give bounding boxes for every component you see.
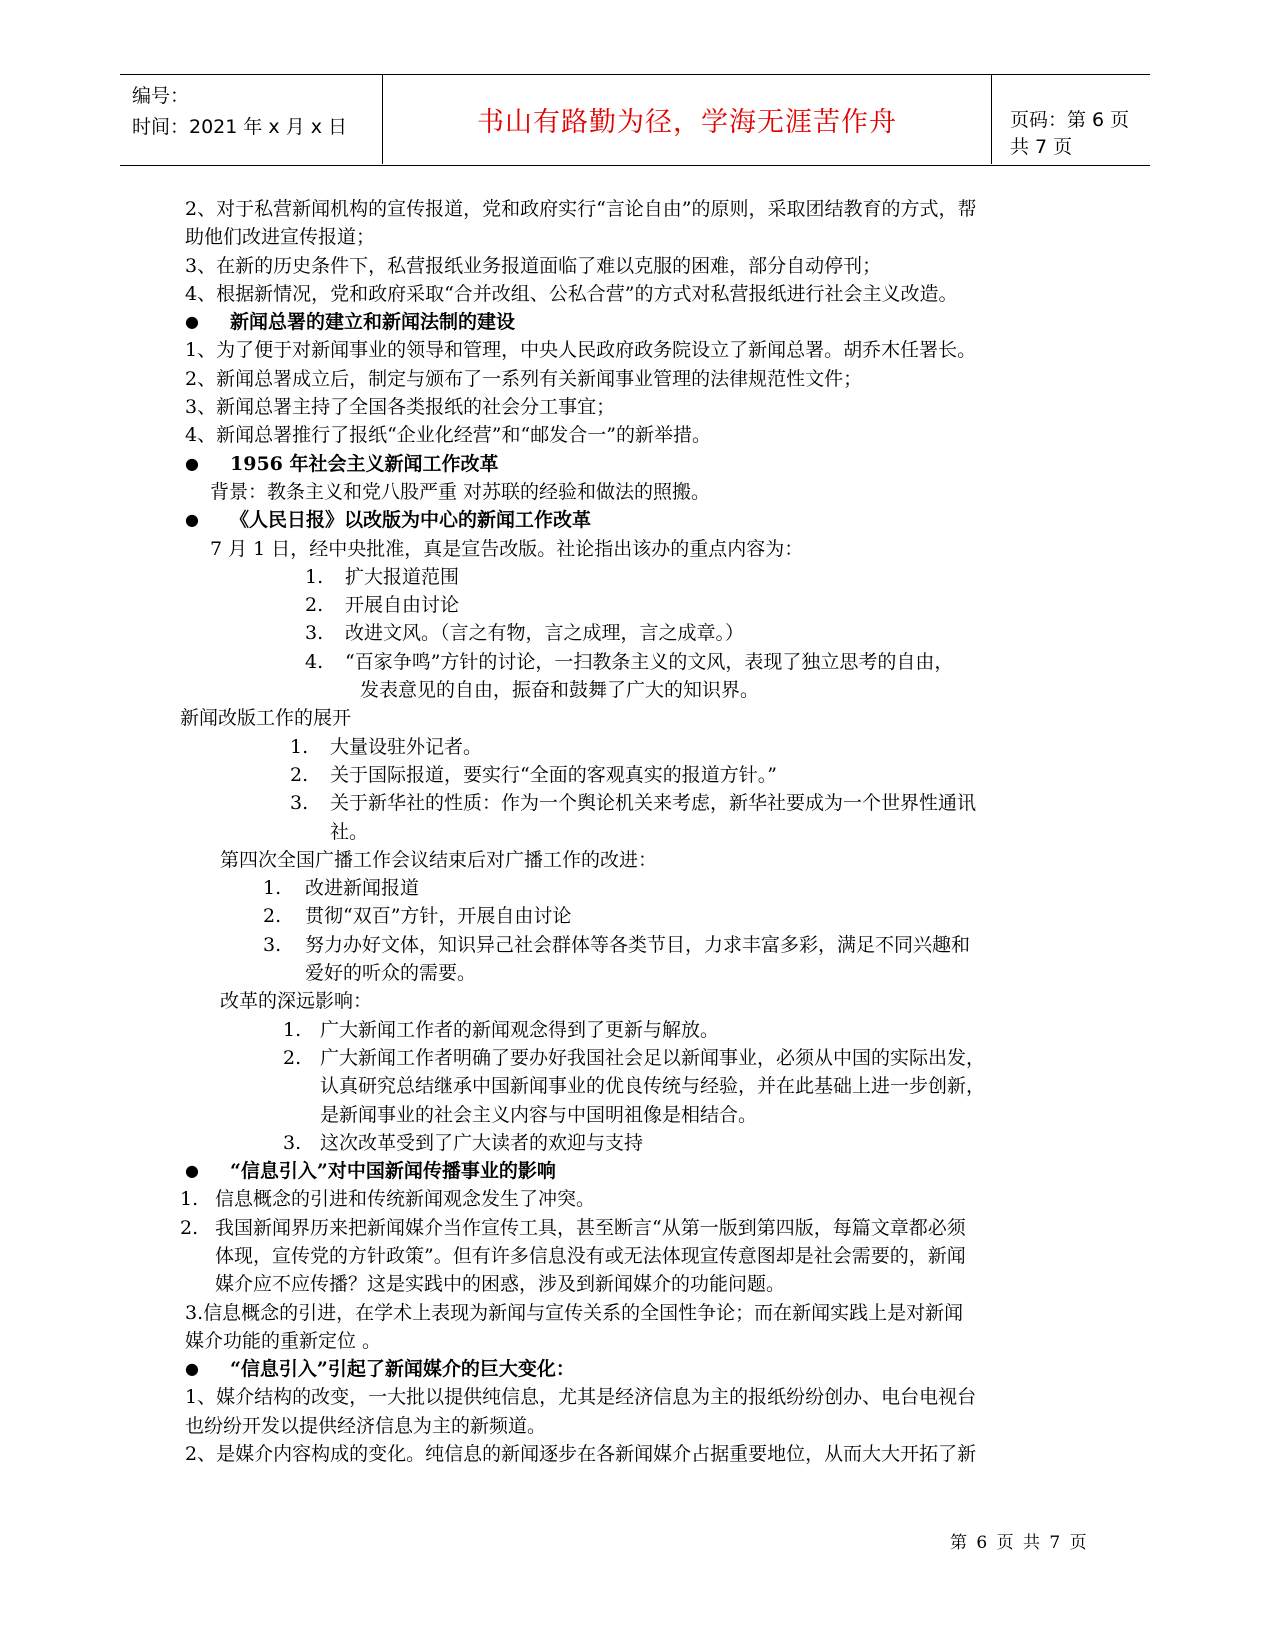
section-heading: ● “信息引入”对中国新闻传播事业的影响 <box>185 1157 1085 1185</box>
list-number: 1. <box>180 1188 199 1211</box>
list-continuation: 体现，宣传党的方针政策”。但有许多信息没有或无法体现宣传意图却是社会需要的，新闻 <box>215 1244 966 1267</box>
list-number: 4. <box>305 650 324 673</box>
list-continuation: 是新闻事业的社会主义内容与中国明祖像是相结合。 <box>320 1103 758 1126</box>
list-text: 关于国际报道，要实行“全面的客观真实的报道方针。” <box>330 763 777 786</box>
paragraph-line: 也纷纷开发以提供经济信息为主的新频道。 <box>185 1414 547 1437</box>
list-text: 广大新闻工作者明确了要办好我国社会足以新闻事业，必须从中国的实际出发， <box>320 1046 986 1069</box>
list-text: 贯彻“双百”方针，开展自由讨论 <box>305 905 572 928</box>
list-item <box>185 591 1085 619</box>
list-number: 2. <box>283 1046 302 1069</box>
paragraph-line: 2、对于私营新闻机构的宣传报道，党和政府实行“言论自由”的原则，采取团结教育的方式，帮 <box>185 198 977 220</box>
paragraph-line: 4、新闻总署推行了报纸“企业化经营”和“邮发合一”的新举措。 <box>185 424 711 447</box>
list-number: 3. <box>283 1131 302 1154</box>
paragraph-line: 3、在新的历史条件下，私营报纸业务报道面临了难以克服的困难，部分自动停刊； <box>185 254 882 277</box>
list-number: 3. <box>305 622 324 645</box>
section-heading: ● 《人民日报》以改版为中心的新闻工作改革 <box>185 506 1085 534</box>
list-continuation: 认真研究总结继承中国新闻事业的优良传统与经验，并在此基础上进一步创新， <box>320 1075 986 1098</box>
list-text: 扩大报道范围 <box>345 565 460 588</box>
list-number: 1. <box>283 1018 302 1041</box>
list-item <box>180 1185 1085 1213</box>
paragraph-line: 1、为了便于对新闻事业的领导和管理，中央人民政府政务院设立了新闻总署。胡乔木任署长。 <box>185 339 977 362</box>
list-continuation: 媒介应不应传播？这是实践中的困惑，涉及到新闻媒介的功能问题。 <box>215 1273 786 1296</box>
list-text: 努力办好文体，知识异己社会群体等各类节目，力求丰富多彩，满足不同兴趣和 <box>305 933 971 956</box>
list-text: 关于新华社的性质：作为一个舆论机关来考虑，新华社要成为一个世界性通讯 <box>330 792 977 815</box>
list-item <box>185 619 1085 647</box>
list-item <box>185 874 1085 902</box>
list-number: 2. <box>180 1216 199 1239</box>
section-heading: ● “信息引入”引起了新闻媒介的巨大变化： <box>185 1355 1085 1383</box>
paragraph-line: 助他们改进宣传报道； <box>185 226 376 249</box>
paragraph-line: 3.信息概念的引进，在学术上表现为新闻与宣传关系的全国性争论；而在新闻实践上是对新闻 <box>185 1301 964 1324</box>
list-text: 信息概念的引进和传统新闻观念发生了冲突。 <box>215 1188 596 1211</box>
list-number: 3. <box>290 792 309 815</box>
paragraph-line: 新闻改版工作的展开 <box>180 707 352 730</box>
list-item <box>185 1044 1085 1072</box>
number-label: 编号： <box>132 85 190 107</box>
paragraph-line: 4、根据新情况，党和政府采取“合并改组、公私合营”的方式对私营报纸进行社会主义改造。 <box>185 282 958 305</box>
list-number: 3. <box>263 933 282 956</box>
paragraph-line: 背景：教条主义和党八股严重 对苏联的经验和做法的照搬。 <box>210 480 711 503</box>
list-text: 开展自由讨论 <box>345 594 460 617</box>
paragraph-line: 3、新闻总署主持了全国各类报纸的社会分工事宜； <box>185 396 616 419</box>
page-header <box>120 74 1150 166</box>
list-text: 我国新闻界历来把新闻媒介当作宣传工具，甚至断言“从第一版到第四版，每篇文章都必须 <box>215 1216 966 1239</box>
list-number: 2. <box>305 594 324 617</box>
list-item <box>185 1129 1085 1157</box>
paragraph-line: 第四次全国广播工作会议结束后对广播工作的改进： <box>220 848 658 871</box>
list-item <box>185 1016 1085 1044</box>
list-text: 大量设驻外记者。 <box>330 735 483 758</box>
list-text: “百家争鸣”方针的讨论，一扫教条主义的文风，表现了独立思考的自由， <box>345 650 954 673</box>
header-left <box>132 81 347 143</box>
list-text: 改进文风。（言之有物，言之成理，言之成章。） <box>345 622 745 645</box>
paragraph-line: 改革的深远影响： <box>220 990 373 1013</box>
list-number: 2. <box>263 905 282 928</box>
list-item <box>185 761 1085 789</box>
section-heading: ● 1956 年社会主义新闻工作改革 <box>185 450 1085 478</box>
list-item <box>185 789 1085 817</box>
list-text: 这次改革受到了广大读者的欢迎与支持 <box>320 1131 644 1154</box>
paragraph-line: 媒介功能的重新定位 。 <box>185 1329 382 1352</box>
list-continuation: 爱好的听众的需要。 <box>305 962 477 985</box>
time-label: 时间：2021 年 x 月 x 日 <box>132 116 348 138</box>
paragraph-line: 2、新闻总署成立后，制定与颁布了一系列有关新闻事业管理的法律规范性文件； <box>185 367 863 390</box>
list-item <box>185 733 1085 761</box>
list-continuation: 社。 <box>330 820 369 843</box>
paragraph-line: 7 月 1 日，经中央批准，真是宣告改版。社论指出该办的重点内容为： <box>210 537 804 560</box>
list-continuation: 发表意见的自由，振奋和鼓舞了广大的知识界。 <box>360 679 760 702</box>
list-number: 1. <box>290 735 309 758</box>
header-page-info: 页码：第 6 页 共 7 页 <box>1010 109 1130 158</box>
list-number: 1. <box>305 565 324 588</box>
list-number: 2. <box>290 763 309 786</box>
list-text: 广大新闻工作者的新闻观念得到了更新与解放。 <box>320 1018 720 1041</box>
list-item <box>185 563 1085 591</box>
list-text: 改进新闻报道 <box>305 877 420 900</box>
list-item <box>185 931 1085 959</box>
list-item <box>185 648 1085 676</box>
paragraph-line: 1、媒介结构的改变，一大批以提供纯信息，尤其是经济信息为主的报纸纷纷创办、电台电视台 <box>185 1386 977 1409</box>
paragraph-line: 2、是媒介内容构成的变化。纯信息的新闻逐步在各新闻媒介占据重要地位，从而大大开拓了新 <box>185 1443 977 1466</box>
document-body <box>180 195 1085 1468</box>
header-motto: 书山有路勤为径，学海无涯苦作舟 <box>382 75 992 164</box>
list-item <box>185 902 1085 930</box>
section-heading: ● 新闻总署的建立和新闻法制的建设 <box>185 308 1085 336</box>
list-item <box>180 1214 1085 1242</box>
page-footer: 第 6 页 共 7 页 <box>950 1533 1089 1553</box>
list-number: 1. <box>263 877 282 900</box>
